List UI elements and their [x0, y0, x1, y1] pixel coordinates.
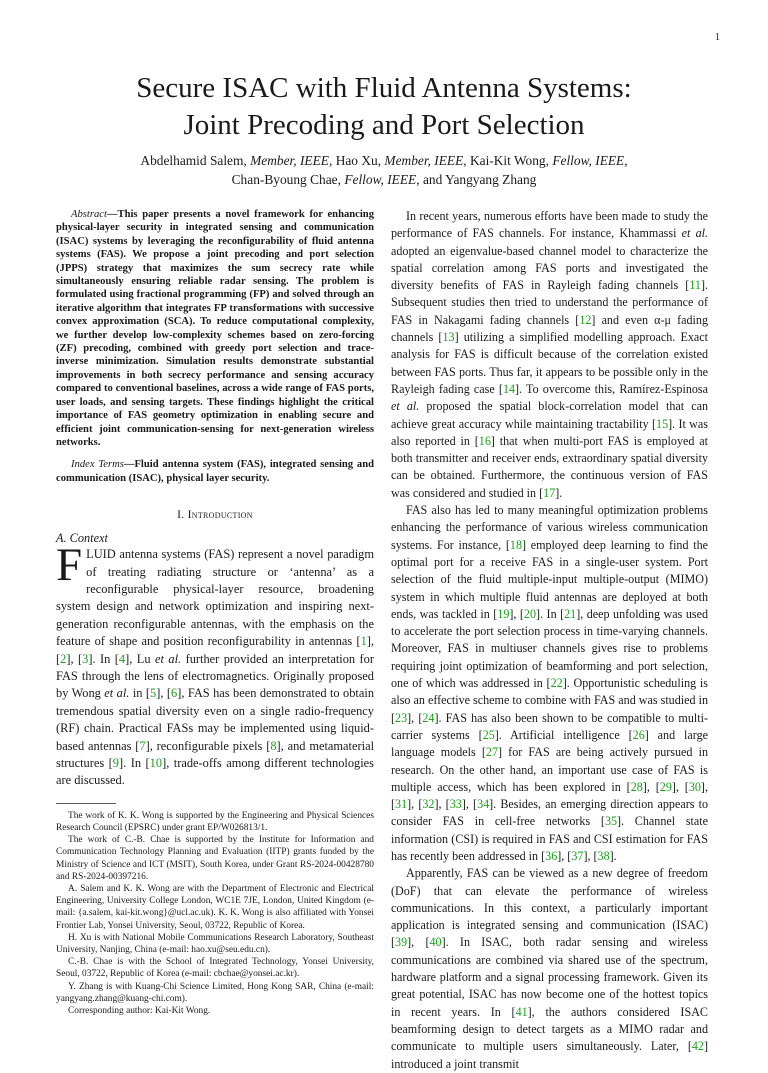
- author-role: Member, IEEE,: [250, 153, 333, 168]
- citation-link[interactable]: 11: [689, 278, 701, 293]
- text-run: ] and even α-μ fading channels [: [391, 312, 709, 345]
- text-run: ], [: [407, 797, 423, 812]
- citation-link[interactable]: 18: [509, 537, 522, 552]
- text-run: ]. Opportunistic scheduling is also an effective scheme to combine with FAS and was studied in [: [391, 676, 708, 725]
- text-run: ]. In ISAC, both radar sensing and wireless communications are combined via shared use of the spectrum, hardware platform and a signal processing framework. Given its great potential, ISAC has now become one of the hottest topics in recent years. In [: [391, 935, 709, 1019]
- text-run: ]. It was also reported in [: [391, 416, 708, 448]
- body-paragraph: [391, 502, 708, 865]
- citation-link[interactable]: 29: [659, 779, 672, 794]
- citation-link[interactable]: 22: [550, 676, 563, 691]
- subsection-heading: A. Context: [56, 531, 108, 546]
- text-run: ] that when multi-port FAS is employed at both transmitter and receiver ends, extraordinary spatial diversity can be obtained. Furthermore, the continuous version of FAS was considered and studied in [: [391, 433, 708, 500]
- text-run: ], [: [557, 848, 572, 863]
- abstract: [56, 208, 374, 449]
- author-role: Fellow, IEEE,: [344, 172, 420, 187]
- footnote: Y. Zhang is with Kuang-Chi Science Limited, Hong Kong SAR, China (e-mail: yangyang.zhang@kuang-chi.com).: [56, 981, 374, 1004]
- text-run: ]. Channel state information (CSI) is required in FAS and CSI estimation for FAS has recently been addressed in [: [391, 814, 708, 863]
- title-line: Joint Precoding and Port Selection: [183, 109, 585, 141]
- citation-link[interactable]: 20: [523, 606, 537, 621]
- text-run: ], the authors considered ISAC beamforming design to detect targets as a MIMO radar and communicate to multiple users simultaneously. Later, [: [391, 1004, 708, 1054]
- text-run: ], [: [583, 848, 598, 863]
- citation-link[interactable]: 7: [139, 738, 146, 753]
- citation-link[interactable]: 13: [442, 330, 455, 345]
- text-run: ], [: [391, 779, 708, 812]
- intro-text: [56, 539, 375, 788]
- section-heading: I. Introduction: [177, 509, 253, 522]
- author-line: [40, 151, 728, 170]
- text-run: Apparently, FAS can be viewed as a new degree of freedom (DoF) that can elevate the performance of wireless communications. In this context, a particularly important application is integrated sensing and communication (ISAC) [: [391, 866, 708, 950]
- author-list: [40, 151, 728, 189]
- text-run: ], reconfigurable pixels [: [145, 738, 271, 753]
- text-run: antenna systems (FAS) represent a novel paradigm of treating radiating structure or ‘antenna’ as a reconfigurable physical-layer resource, broadening system design and network optimization and inspiring next-generation reconfigurable antennas, with the emphasis on the feature of shape and position reconfigurability in antennas [: [56, 547, 374, 649]
- citation-link[interactable]: 12: [579, 312, 592, 327]
- text-run: ]. Subsequent studies then tried to understand the performance of FAS in Nakagami fading channels [: [391, 278, 708, 327]
- citation-link[interactable]: 8: [270, 738, 277, 753]
- et-al: et al.: [104, 686, 130, 701]
- citation-link[interactable]: 10: [149, 756, 163, 770]
- body-paragraph: [391, 865, 708, 1073]
- citation-link[interactable]: 26: [632, 727, 645, 742]
- index-terms-text: —Fluid antenna system (FAS), integrated sensing and communication (ISAC), physical layer security.: [56, 459, 374, 484]
- footnote: A. Salem and K. K. Wong are with the Department of Electronic and Electrical Engineering, University College London, WC1E 7JE, London, United Kingdom (e-mail: {a.salem, kai-kit.wong}@ucl.ac.uk). K. K. Wong is also affiliated with Yonsei Frontier Lab, Yonsei University, Seoul, 03722, Republic of Korea.: [56, 884, 374, 931]
- text-run: ]. FAS has also been shown to be compatible to multi-carrier systems [: [391, 710, 708, 742]
- text-run: ], [: [407, 710, 423, 725]
- citation-link[interactable]: 23: [395, 710, 408, 725]
- citation-link[interactable]: 14: [502, 381, 516, 396]
- text-run: ], [: [671, 779, 689, 794]
- citation-link[interactable]: 40: [429, 935, 442, 950]
- et-al: et al.: [391, 399, 420, 414]
- citation-link[interactable]: 25: [482, 727, 495, 742]
- text-run: ].: [555, 485, 563, 500]
- footnotes: [56, 810, 374, 1017]
- citation-link[interactable]: 24: [422, 710, 435, 725]
- title-line: Secure ISAC with Fluid Antenna Systems:: [136, 72, 632, 104]
- paper-title: [40, 70, 728, 144]
- et-al: et al.: [681, 226, 708, 241]
- left-column: [56, 208, 374, 1017]
- text-run: In recent years, numerous efforts have been made to study the performance of FAS channels. For instance, Khammassi: [391, 209, 708, 241]
- et-al: et al.: [155, 651, 182, 666]
- footnote: The work of C.-B. Chae is supported by the Institute for Information and Communication Technology Planning and Evaluation (IITP) grants funded by the Ministry of Science and ICT (MSIT), South Korea, under Grant RS-2024-00428780 and RS-2024-00397216.: [56, 835, 374, 882]
- footnote: C.-B. Chae is with the School of Integrated Technology, Yonsei University, Seoul, 03722, Republic of Korea (e-mail: cbchae@yonsei.ac.kr).: [56, 957, 374, 980]
- text-run: ], [: [156, 686, 171, 701]
- text-run: adopted an eigenvalue-based channel model to characterize the spatial correlation among FAS ports and investigated the diversity benefits of FAS in Rayleigh fading channels [: [391, 243, 708, 293]
- citation-link[interactable]: 19: [497, 606, 510, 621]
- intro-paragraph: [56, 539, 375, 790]
- citation-link[interactable]: 9: [112, 756, 119, 770]
- index-terms-label: Index Terms: [71, 459, 124, 471]
- text-run: ], [: [509, 606, 524, 621]
- citation-link[interactable]: 32: [422, 797, 435, 812]
- citation-link[interactable]: 3: [82, 651, 89, 666]
- author-line: [40, 170, 728, 189]
- citation-link[interactable]: 34: [477, 797, 490, 812]
- text-run: ]. In [: [536, 606, 565, 621]
- text-run: ], [: [56, 634, 374, 666]
- index-terms: [56, 458, 374, 485]
- citation-link[interactable]: 1: [360, 634, 367, 649]
- text-run: ], deep unfolding was used to accelerate the port selection process in time-varying channels. Moreover, FAS in multiuser channels gives rise to problems requiring joint optimization of beamforming and port selection, one of which was addressed in [: [391, 606, 709, 691]
- citation-link[interactable]: 17: [543, 485, 556, 500]
- citation-link[interactable]: 21: [564, 606, 577, 621]
- author-name: Kai-Kit Wong,: [469, 153, 549, 168]
- text-run: ], [: [461, 797, 478, 812]
- body-paragraph: [391, 208, 708, 502]
- abstract-label: Abstract: [71, 209, 107, 220]
- text-run: ], [: [407, 935, 430, 950]
- text-run: further provided an interpretation for FAS through the lens of electromagnetics. Originally proposed by Wong: [56, 651, 374, 701]
- text-run: ], [: [66, 651, 83, 666]
- citation-link[interactable]: 37: [571, 848, 584, 863]
- citation-link[interactable]: 42: [691, 1039, 704, 1054]
- text-run: ], Lu: [125, 651, 155, 666]
- citation-link[interactable]: 33: [449, 797, 462, 812]
- text-run: ].: [609, 848, 617, 863]
- footnote-rule: [56, 803, 116, 804]
- text-run: ], FAS has been demonstrated to obtain tremendous spatial diversity even on a single radio-frequency (RF) chain. Practical FASs may be implemented using liquid-based antennas [: [56, 686, 375, 753]
- text-run: ] and large language models [: [391, 727, 709, 760]
- text-run: in [: [129, 686, 151, 701]
- text-run: ], [: [434, 797, 450, 812]
- citation-link[interactable]: 30: [688, 779, 701, 794]
- text-run: ]. To overcome this, Ramírez-Espinosa: [515, 381, 708, 396]
- author-role: Member, IEEE,: [384, 153, 467, 168]
- citation-link[interactable]: 27: [485, 745, 498, 760]
- text-run: ]. Besides, an emerging direction appears to consider FAS in cell-free networks [: [391, 797, 709, 829]
- citation-link[interactable]: 5: [150, 686, 157, 701]
- citation-link[interactable]: 28: [630, 779, 643, 794]
- text-run: ], and metamaterial structures [: [56, 738, 375, 770]
- author-name: and Yangyang Zhang: [422, 172, 537, 187]
- citation-link[interactable]: 2: [60, 651, 67, 666]
- text-run: proposed the spatial block-correlation model that can achieve great accuracy while maintaining tractability [: [391, 399, 708, 431]
- text-run: ], [: [642, 779, 660, 794]
- citation-link[interactable]: 41: [515, 1004, 528, 1019]
- citation-link[interactable]: 36: [545, 848, 558, 863]
- drop-cap: F: [56, 539, 83, 592]
- citation-link[interactable]: 39: [395, 935, 408, 950]
- citation-link[interactable]: 15: [656, 416, 669, 431]
- abstract-text: —This paper presents a novel framework for enhancing physical-layer security in integrated sensing and communication (ISAC) systems by leveraging the reconfigurability of fluid antenna systems (FAS). We propose a joint precoding and port selection (JPPS) strategy that maximizes the sum secrecy rate while simultaneously ensuring reliable radar sensing. The problem is formulated using fractional programming (FP) and solved through an iterative algorithm that integrates FP transformations with successive convex approximation (SCA). To reduce computational complexity, we further develop low-complexity schemes based on zero-forcing (ZF) precoding, combined with greedy port selection and trace-inverse minimization. Simulation results demonstrate substantial improvements in both secrecy performance and sensing accuracy compared to conventional baselines, across a wide range of FAS ports, user loads, and sensing targets. These findings highlight the critical importance of FAS geometry optimization in enabling secure and efficient joint communication-sensing for next-generation wireless networks.: [56, 209, 374, 448]
- author-role: Fellow, IEEE,: [552, 153, 628, 168]
- citation-link[interactable]: 35: [604, 814, 618, 829]
- footnote: Corresponding author: Kai-Kit Wong.: [68, 1006, 211, 1017]
- text-run: ], trade-offs among different technologies are discussed.: [56, 756, 374, 788]
- citation-link[interactable]: 16: [478, 433, 491, 448]
- page-number: 1: [715, 32, 720, 43]
- text-run: ]. Artificial intelligence [: [494, 727, 633, 742]
- text-run: ] employed deep learning to find the optimal port for a receive FAS in a single-user system. Port selection of the fluid multiple-input multiple-output (MIMO) system in which multiple fluid antennas are deployed at both ends, was tackled in [: [391, 537, 708, 621]
- author-name: Chan-Byoung Chae,: [231, 172, 341, 187]
- text-run: ] introduced a joint transmit: [391, 1039, 708, 1071]
- citation-link[interactable]: 6: [171, 686, 178, 701]
- first-word: LUID: [86, 547, 116, 562]
- text-run: ]. In [: [119, 756, 150, 770]
- author-name: Abdelhamid Salem,: [140, 153, 247, 168]
- right-column: [391, 208, 708, 1073]
- text-run: FAS also has led to many meaningful optimization problems enhancing the performance of various wireless communication systems. For instance, [: [391, 503, 708, 552]
- text-run: ] utilizing a simplified modelling approach. Exact analysis for FAS is difficult because of the correlation existed between FAS ports. Thus far, it appears to be possible only in the Rayleigh fading case [: [391, 330, 708, 396]
- footnote: The work of K. K. Wong is supported by the Engineering and Physical Sciences Research Council (EPSRC) under grant EP/W026813/1.: [56, 810, 374, 834]
- citation-link[interactable]: 31: [395, 797, 408, 812]
- citation-link[interactable]: 38: [597, 848, 610, 863]
- citation-link[interactable]: 4: [118, 651, 126, 666]
- text-run: ]. In [: [88, 651, 119, 666]
- author-name: Hao Xu,: [335, 153, 382, 168]
- footnote: H. Xu is with National Mobile Communications Research Laboratory, Southeast University, Nanjing, China (e-mail: hao.xu@seu.edu.cn).: [56, 932, 374, 956]
- text-run: ] for FAS are being actively pursued in research. On the other hand, an important use case of FAS is multiple access, which has been explored in [: [391, 745, 708, 794]
